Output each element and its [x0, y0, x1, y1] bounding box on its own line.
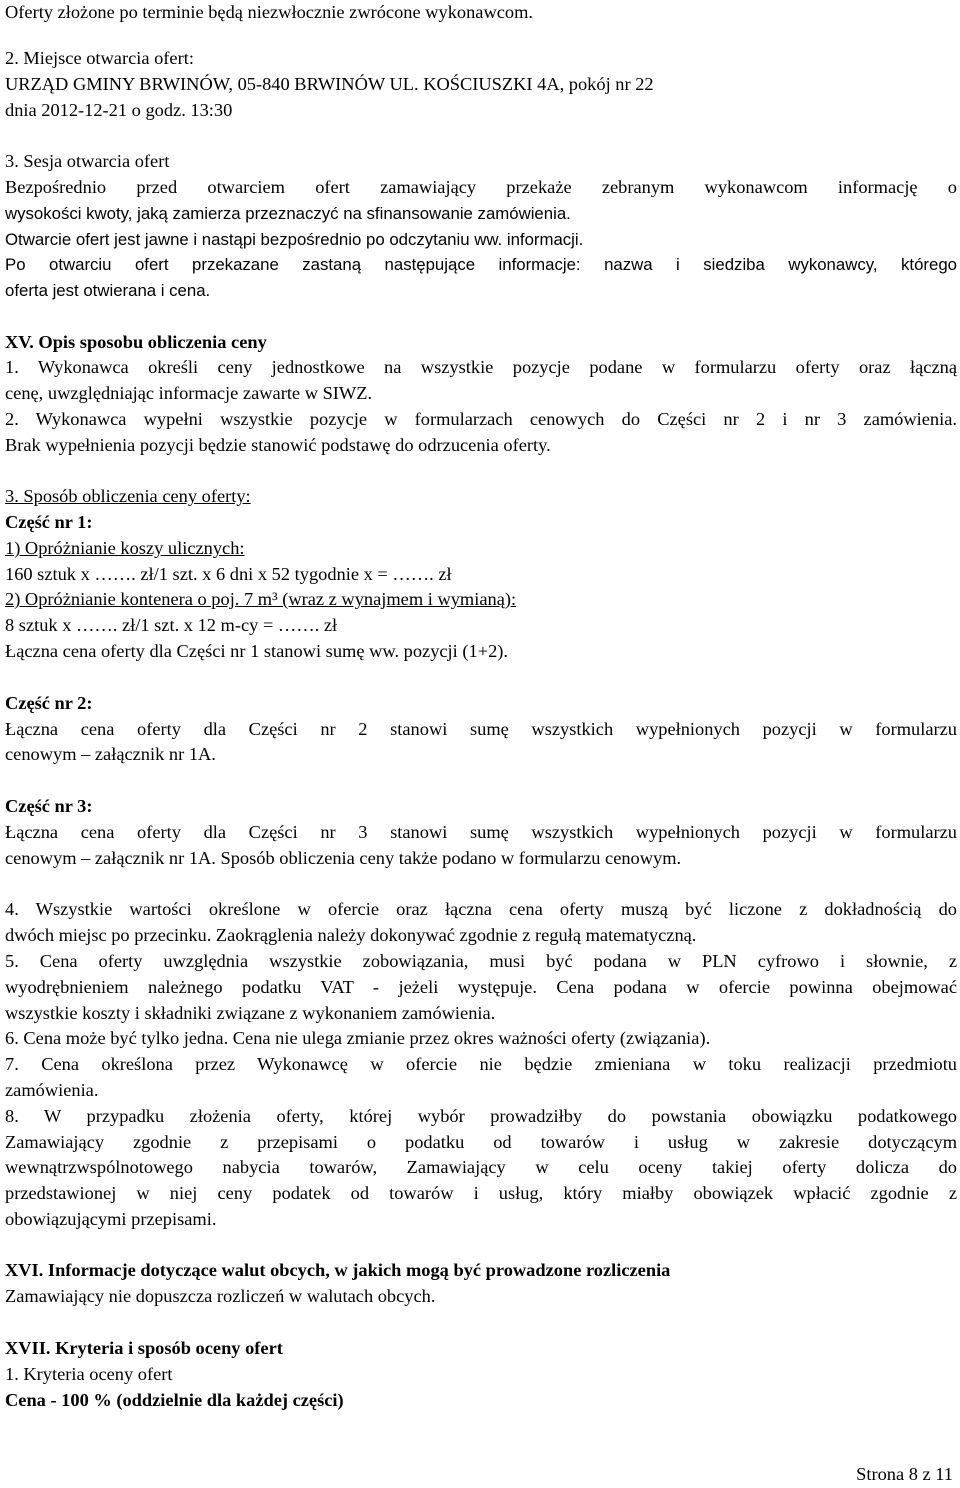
- text-line: wszystkie koszty i składniki związane z wykonaniem zamówienia.: [5, 1003, 496, 1023]
- section-heading: 2. Miejsce otwarcia ofert:: [5, 48, 194, 68]
- subsection-heading: 3. Sposób obliczenia ceny oferty:: [5, 486, 251, 506]
- text-line: obowiązującymi przepisami.: [5, 1209, 217, 1229]
- criteria-line: Cena - 100 % (oddzielnie dla każdej części): [5, 1390, 344, 1410]
- text-line: 8 sztuk x ……. zł/1 szt. x 12 m-cy = ……. zł: [5, 615, 338, 635]
- text-line: oferta jest otwierana i cena.: [5, 281, 211, 300]
- section-heading: 3. Sesja otwarcia ofert: [5, 151, 170, 171]
- text-line: Zamawiający zgodnie z przepisami o podatku od towarów i usług w zakresie dotyczącym: [5, 1132, 957, 1152]
- text-line: Otwarcie ofert jest jawne i nastąpi bezpośrednio po odczytaniu ww. informacji.: [5, 230, 584, 249]
- part-heading: Część nr 1:: [5, 512, 93, 532]
- text-line: wysokości kwoty, jaką zamierza przeznaczyć na sfinansowanie zamówienia.: [5, 204, 571, 223]
- text-line: Łączna cena oferty dla Części nr 2 stanowi sumę wszystkich wypełnionych pozycji w formularzu: [5, 719, 957, 739]
- text-line: 2. Wykonawca wypełni wszystkie pozycje w formularzach cenowych do Części nr 2 i nr 3 zamówienia.: [5, 409, 957, 429]
- text-line: cenowym – załącznik nr 1A.: [5, 744, 216, 764]
- text-line: Łączna cena oferty dla Części nr 3 stanowi sumę wszystkich wypełnionych pozycji w formularzu: [5, 822, 957, 842]
- part-heading: Część nr 3:: [5, 796, 93, 816]
- text-line: wewnątrzwspólnotowego nabycia towarów, Zamawiający w celu oceny takiej oferty dolicza do: [5, 1157, 957, 1177]
- text-line: 4. Wszystkie wartości określone w ofercie oraz łączna cena oferty muszą być liczone z dokładnością do: [5, 899, 957, 919]
- text-line: cenowym – załącznik nr 1A. Sposób obliczenia ceny także podano w formularzu cenowym.: [5, 848, 682, 868]
- text-line: Po otwarciu ofert przekazane zastaną następujące informacje: nazwa i siedziba wykonawcy, którego: [5, 255, 957, 274]
- text-line: cenę, uwzględniając informacje zawarte w SIWZ.: [5, 383, 373, 403]
- section-title: XVI. Informacje dotyczące walut obcych, w jakich mogą być prowadzone rozliczenia: [5, 1260, 671, 1280]
- text-line: Bezpośrednio przed otwarciem ofert zamawiający przekaże zebranym wykonawcom informację o: [5, 177, 957, 197]
- text-line: wyodrębnieniem należnego podatku VAT - jeżeli występuje. Cena podana w ofercie powinna obejmować: [5, 977, 957, 997]
- section-title: XVII. Kryteria i sposób oceny ofert: [5, 1338, 283, 1358]
- text-line: 5. Cena oferty uwzględnia wszystkie zobowiązania, musi być podana w PLN cyfrowo i słownie, z: [5, 951, 957, 971]
- section-title: XV. Opis sposobu obliczenia ceny: [5, 332, 267, 352]
- text-line: Oferty złożone po terminie będą niezwłocznie zwrócone wykonawcom.: [5, 2, 534, 22]
- text-line: 8. W przypadku złożenia oferty, której wybór prowadziłby do powstania obowiązku podatkowego: [5, 1106, 957, 1126]
- text-line: URZĄD GMINY BRWINÓW, 05-840 BRWINÓW UL. KOŚCIUSZKI 4A, pokój nr 22: [5, 74, 654, 94]
- part-heading: Część nr 2:: [5, 693, 93, 713]
- document-page: [5, 0, 957, 1487]
- text-line: Brak wypełnienia pozycji będzie stanowić podstawę do odrzucenia oferty.: [5, 435, 551, 455]
- text-line: 1. Wykonawca określi ceny jednostkowe na wszystkie pozycje podane w formularzu oferty oraz łączną: [5, 357, 957, 377]
- text-line: 1. Kryteria oceny ofert: [5, 1364, 173, 1384]
- text-line: przedstawionej w niej ceny podatek od towarów i usług, który miałby obowiązek wpłacić zgodnie z: [5, 1183, 957, 1203]
- text-line: Łączna cena oferty dla Części nr 1 stanowi sumę ww. pozycji (1+2).: [5, 641, 508, 661]
- item-heading: 2) Opróżnianie kontenera o poj. 7 m³ (wraz z wynajmem i wymianą):: [5, 589, 517, 609]
- text-line: 6. Cena może być tylko jedna. Cena nie ulega zmianie przez okres ważności oferty (związania).: [5, 1028, 711, 1048]
- text-line: 160 sztuk x ……. zł/1 szt. x 6 dni x 52 tygodnie x = ……. zł: [5, 564, 452, 584]
- text-line: 7. Cena określona przez Wykonawcę w ofercie nie będzie zmieniana w toku realizacji przedmiotu: [5, 1054, 957, 1074]
- text-line: zamówienia.: [5, 1080, 99, 1100]
- text-line: Zamawiający nie dopuszcza rozliczeń w walutach obcych.: [5, 1286, 436, 1306]
- item-heading: 1) Opróżnianie koszy ulicznych:: [5, 538, 245, 558]
- page-number: Strona 8 z 11: [856, 1464, 953, 1484]
- text-line: dwóch miejsc po przecinku. Zaokrąglenia należy dokonywać zgodnie z regułą matematyczną.: [5, 925, 697, 945]
- text-line: dnia 2012-12-21 o godz. 13:30: [5, 100, 233, 120]
